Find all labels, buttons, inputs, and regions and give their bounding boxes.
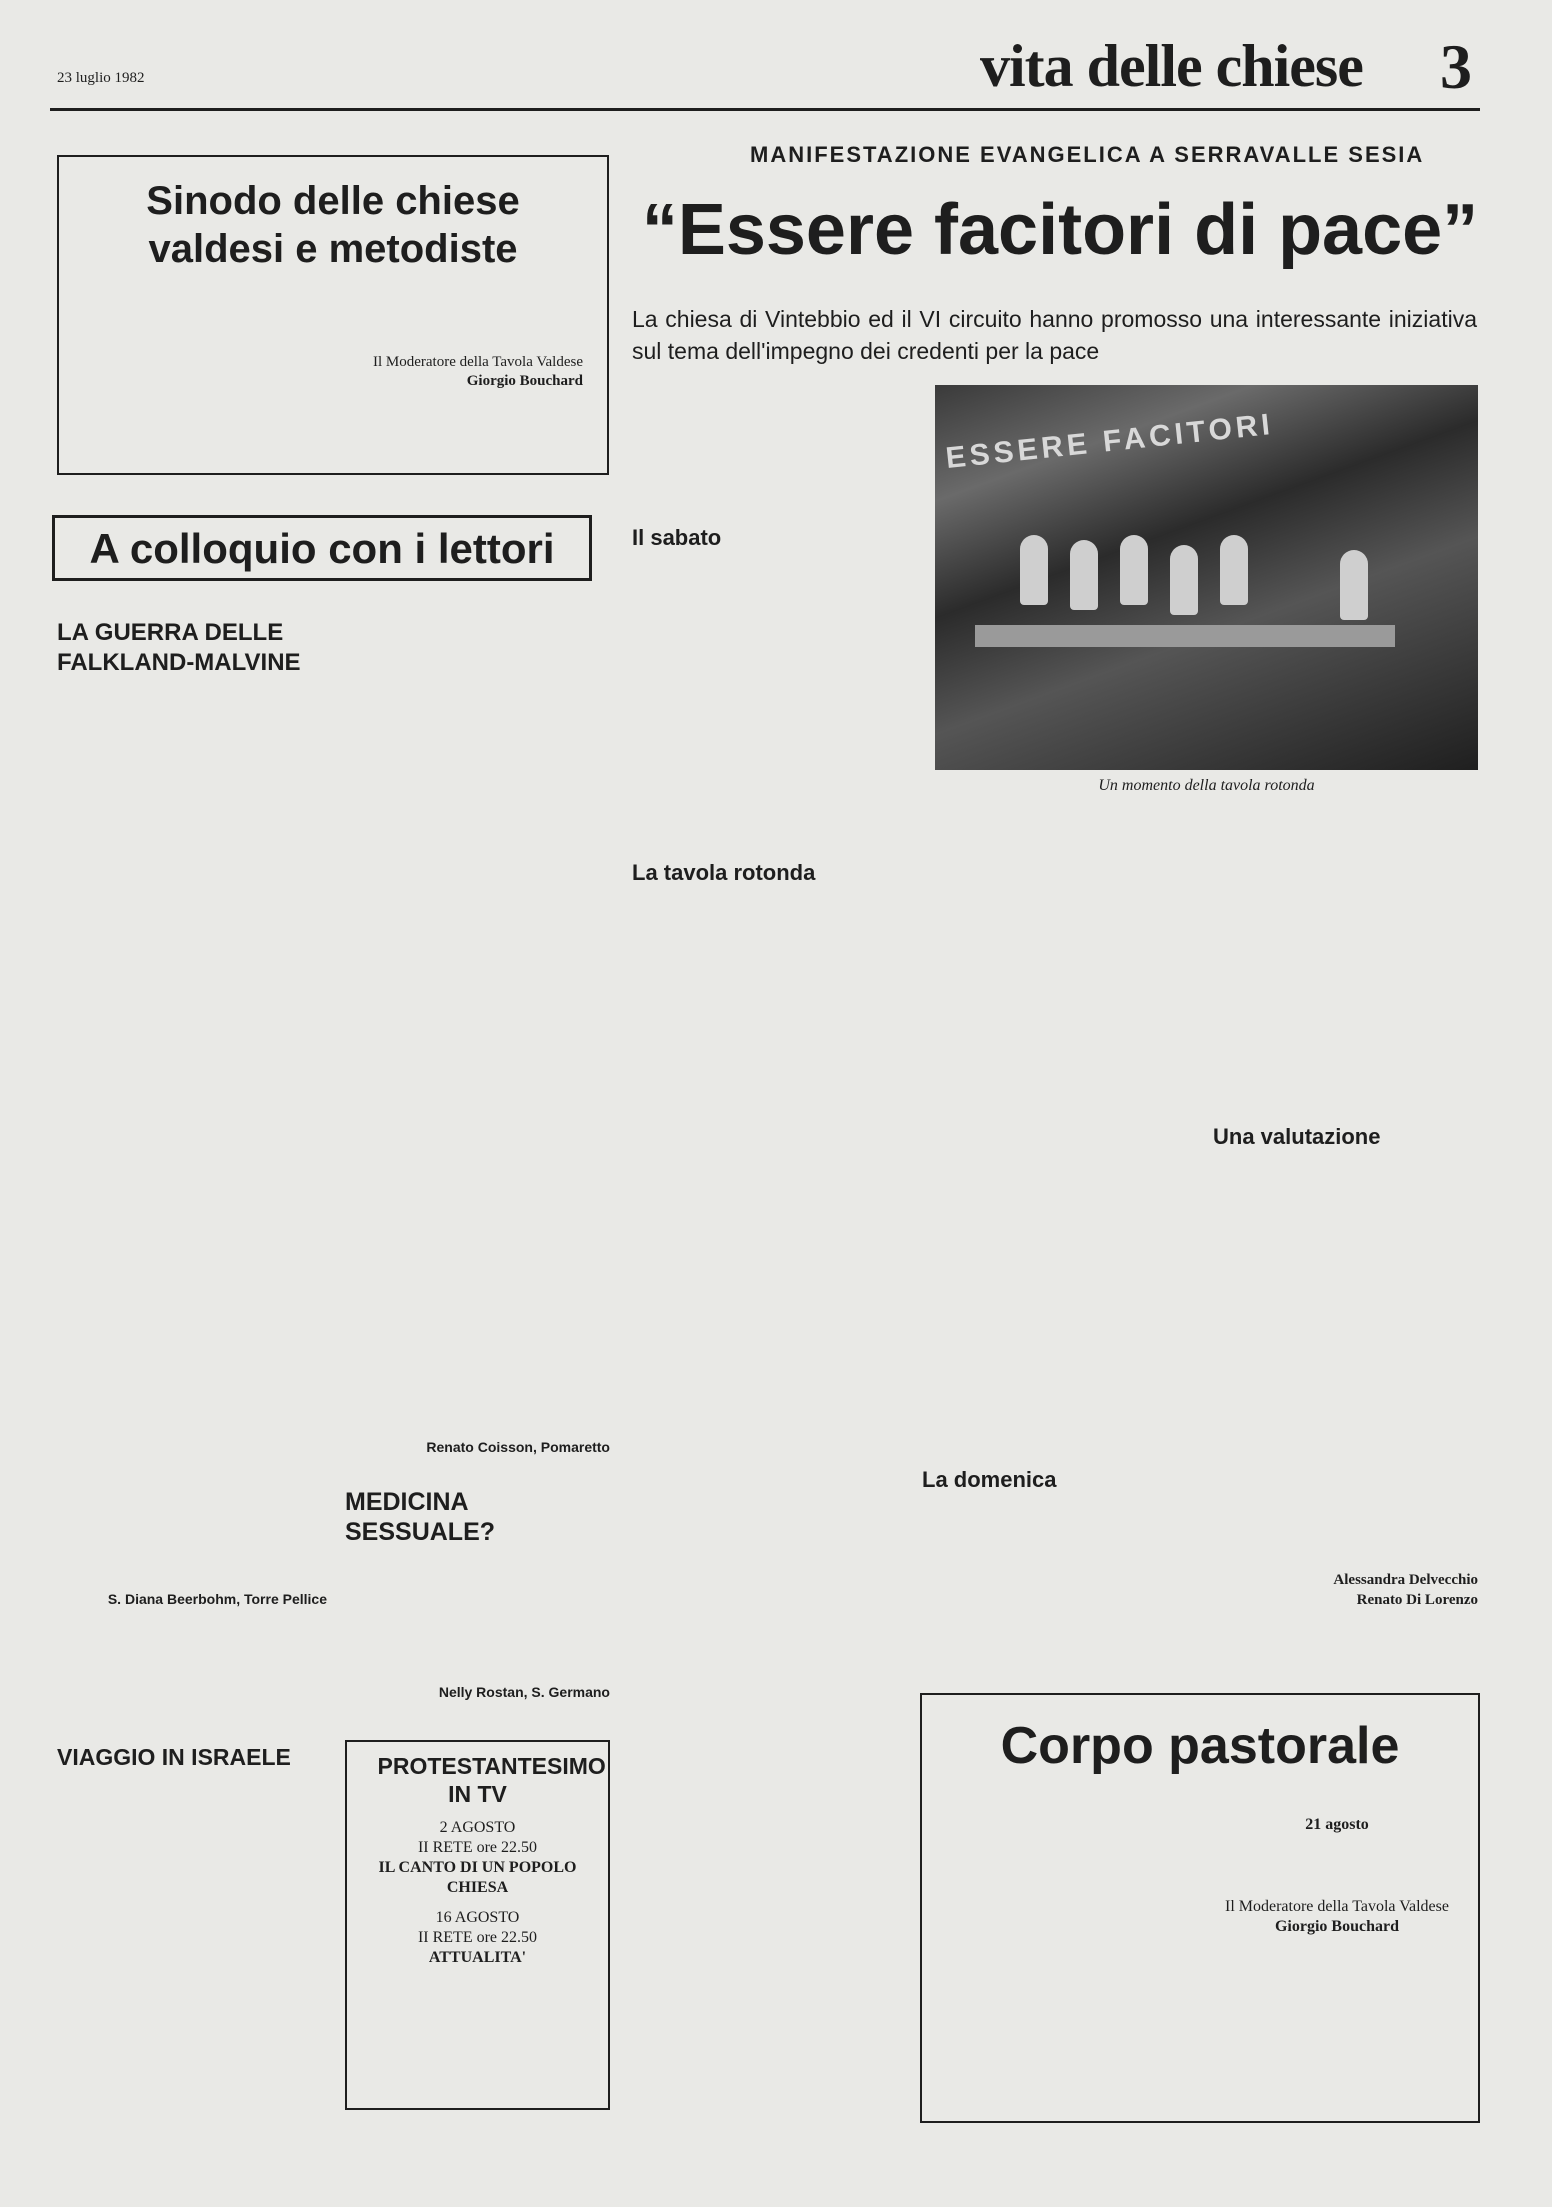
corpo-signature-role: Il Moderatore della Tavola Valdese [1225,1898,1449,1915]
synod-title: Sinodo delle chiese valdesi e metodiste [146,179,520,271]
corpo-right-text [1212,1805,1462,1937]
photo-person [1070,540,1098,610]
corpo-date-aug: 21 agosto [1305,1816,1369,1833]
tv-box [345,1740,610,2110]
synod-body [83,353,583,391]
photo-person [1170,545,1198,615]
falkland-title: LA GUERRA DELLE FALKLAND-MALVINE [57,619,301,676]
article-signature-2: Renato Di Lorenzo [1356,1592,1478,1608]
medicina-signature: Nelly Rostan, S. Germano [438,1684,610,1700]
corpo-signature-name: Giorgio Bouchard [1274,1918,1399,1935]
issue-date: 23 luglio 1982 [57,70,145,86]
synod-signature-name: Giorgio Bouchard [466,373,583,389]
falkland-text-right [345,618,610,1456]
article-title: “Essere facitori di pace” [641,190,1479,270]
article-signature-1: Alessandra Delvecchio [1333,1572,1478,1588]
tv-time-1: II RETE ore 22.50 [417,1839,538,1856]
valutazione-text [1213,1160,1478,1610]
synod-signature-role: Il Moderatore della Tavola Valdese [373,354,583,370]
heading-valutazione: Una valutazione [1213,1124,1381,1149]
tv-program-2: ATTUALITA' [428,1949,527,1966]
photo-person [1340,550,1368,620]
falkland-signature: S. Diana Beerbohm, Torre Pellice [107,1591,327,1607]
photo-banner-text: ESSERE FACITORI [944,407,1276,476]
heading-domenica: La domenica [922,1467,1057,1492]
tv-title: PROTESTANTESIMO IN TV [377,1753,606,1807]
tv-time-2: II RETE ore 22.50 [417,1929,538,1946]
photo-person [1220,535,1248,605]
synod-notice-box [57,155,609,475]
medicina-text [345,1557,610,1701]
medicina-title: MEDICINA SESSUALE? [345,1488,496,1546]
corpo-box [920,1693,1480,2123]
page-number: 3 [1440,31,1472,102]
israele-title: VIAGGIO IN ISRAELE [57,1744,291,1770]
falkland-right-signature: Renato Coisson, Pomaretto [426,1439,610,1455]
article-kicker: MANIFESTAZIONE EVANGELICA A SERRAVALLE SESIA [750,142,1425,167]
heading-sabato: Il sabato [632,525,722,550]
colloquio-banner: A colloquio con i lettori [52,515,592,581]
falkland-text-left [57,690,327,1608]
header-rule [50,108,1480,111]
photo-person [1120,535,1148,605]
event-photo [935,385,1478,770]
section-title: vita delle chiese [980,33,1363,99]
corpo-title: Corpo pastorale [1000,1717,1400,1775]
tv-date-1: 2 AGOSTO [439,1819,516,1836]
article-subtitle: La chiesa di Vintebbio ed il VI circuito hanno promosso una interessante iniziativa sul tema dell'impegno dei credenti per la pace [632,306,1477,364]
tv-date-2: 16 AGOSTO [435,1909,520,1926]
photo-caption: Un momento della tavola rotonda [1098,777,1315,794]
heading-tavola: La tavola rotonda [632,860,816,885]
tv-program-1: IL CANTO DI UN POPOLO CHIESA [378,1859,577,1896]
photo-table [975,625,1395,647]
photo-person [1020,535,1048,605]
